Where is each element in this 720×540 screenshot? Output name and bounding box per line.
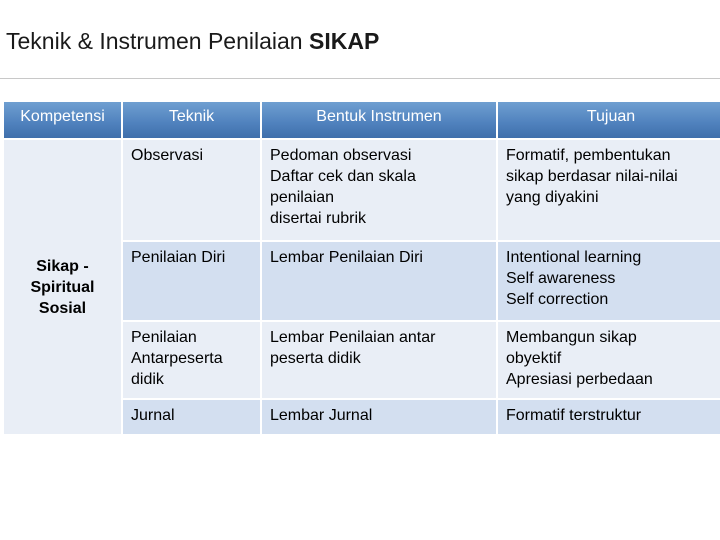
bentuk-line: Lembar Jurnal [270,407,373,424]
kompetensi-line: Sikap - [36,257,89,275]
header-teknik: Teknik [123,102,260,138]
teknik-cell [123,400,260,434]
tujuan-cell [498,140,720,240]
tujuan-line: Self awareness [506,270,616,287]
tujuan-line: Formatif terstruktur [506,407,642,424]
teknik-line: Antarpeserta [131,350,223,367]
teknik-line: didik [131,371,164,388]
tujuan-line: Membangun sikap [506,329,637,346]
teknik-cell [123,322,260,398]
bentuk-cell [262,400,496,434]
tujuan-line: Apresiasi perbedaan [506,371,653,388]
kompetensi-line: Spiritual [30,278,95,296]
bentuk-line: Pedoman observasi [270,147,412,164]
page-title-emphasis: SIKAP [309,28,380,54]
teknik-line: Penilaian Diri [131,249,226,266]
title-divider [0,78,720,79]
header-bentuk-instrumen: Bentuk Instrumen [262,102,496,138]
header-tujuan: Tujuan [498,102,720,138]
tujuan-cell [498,322,720,398]
bentuk-line: peserta didik [270,350,361,367]
tujuan-line: Intentional learning [506,249,642,266]
bentuk-cell [262,140,496,240]
tujuan-line: sikap berdasar nilai-nilai [506,168,678,185]
bentuk-line: disertai rubrik [270,210,367,227]
assessment-table [4,102,718,434]
teknik-line: Jurnal [131,407,175,424]
teknik-line: Penilaian [131,329,197,346]
tujuan-line: yang diyakini [506,189,599,206]
bentuk-line: Lembar Penilaian Diri [270,249,423,266]
tujuan-cell [498,242,720,320]
page-title-text: Teknik & Instrumen Penilaian [6,28,309,54]
bentuk-line: penilaian [270,189,335,206]
tujuan-line: Formatif, pembentukan [506,147,671,164]
bentuk-cell [262,242,496,320]
bentuk-line: Daftar cek dan skala [270,168,416,185]
page-title [6,28,379,55]
tujuan-cell [498,400,720,434]
tujuan-line: obyektif [506,350,562,367]
kompetensi-line: Sosial [38,299,87,317]
teknik-cell [123,242,260,320]
bentuk-cell [262,322,496,398]
teknik-line: Observasi [131,147,204,164]
teknik-cell [123,140,260,240]
bentuk-line: Lembar Penilaian antar [270,329,436,346]
header-kompetensi: Kompetensi [4,102,121,138]
tujuan-line: Self correction [506,291,609,308]
kompetensi-cell [4,140,121,434]
